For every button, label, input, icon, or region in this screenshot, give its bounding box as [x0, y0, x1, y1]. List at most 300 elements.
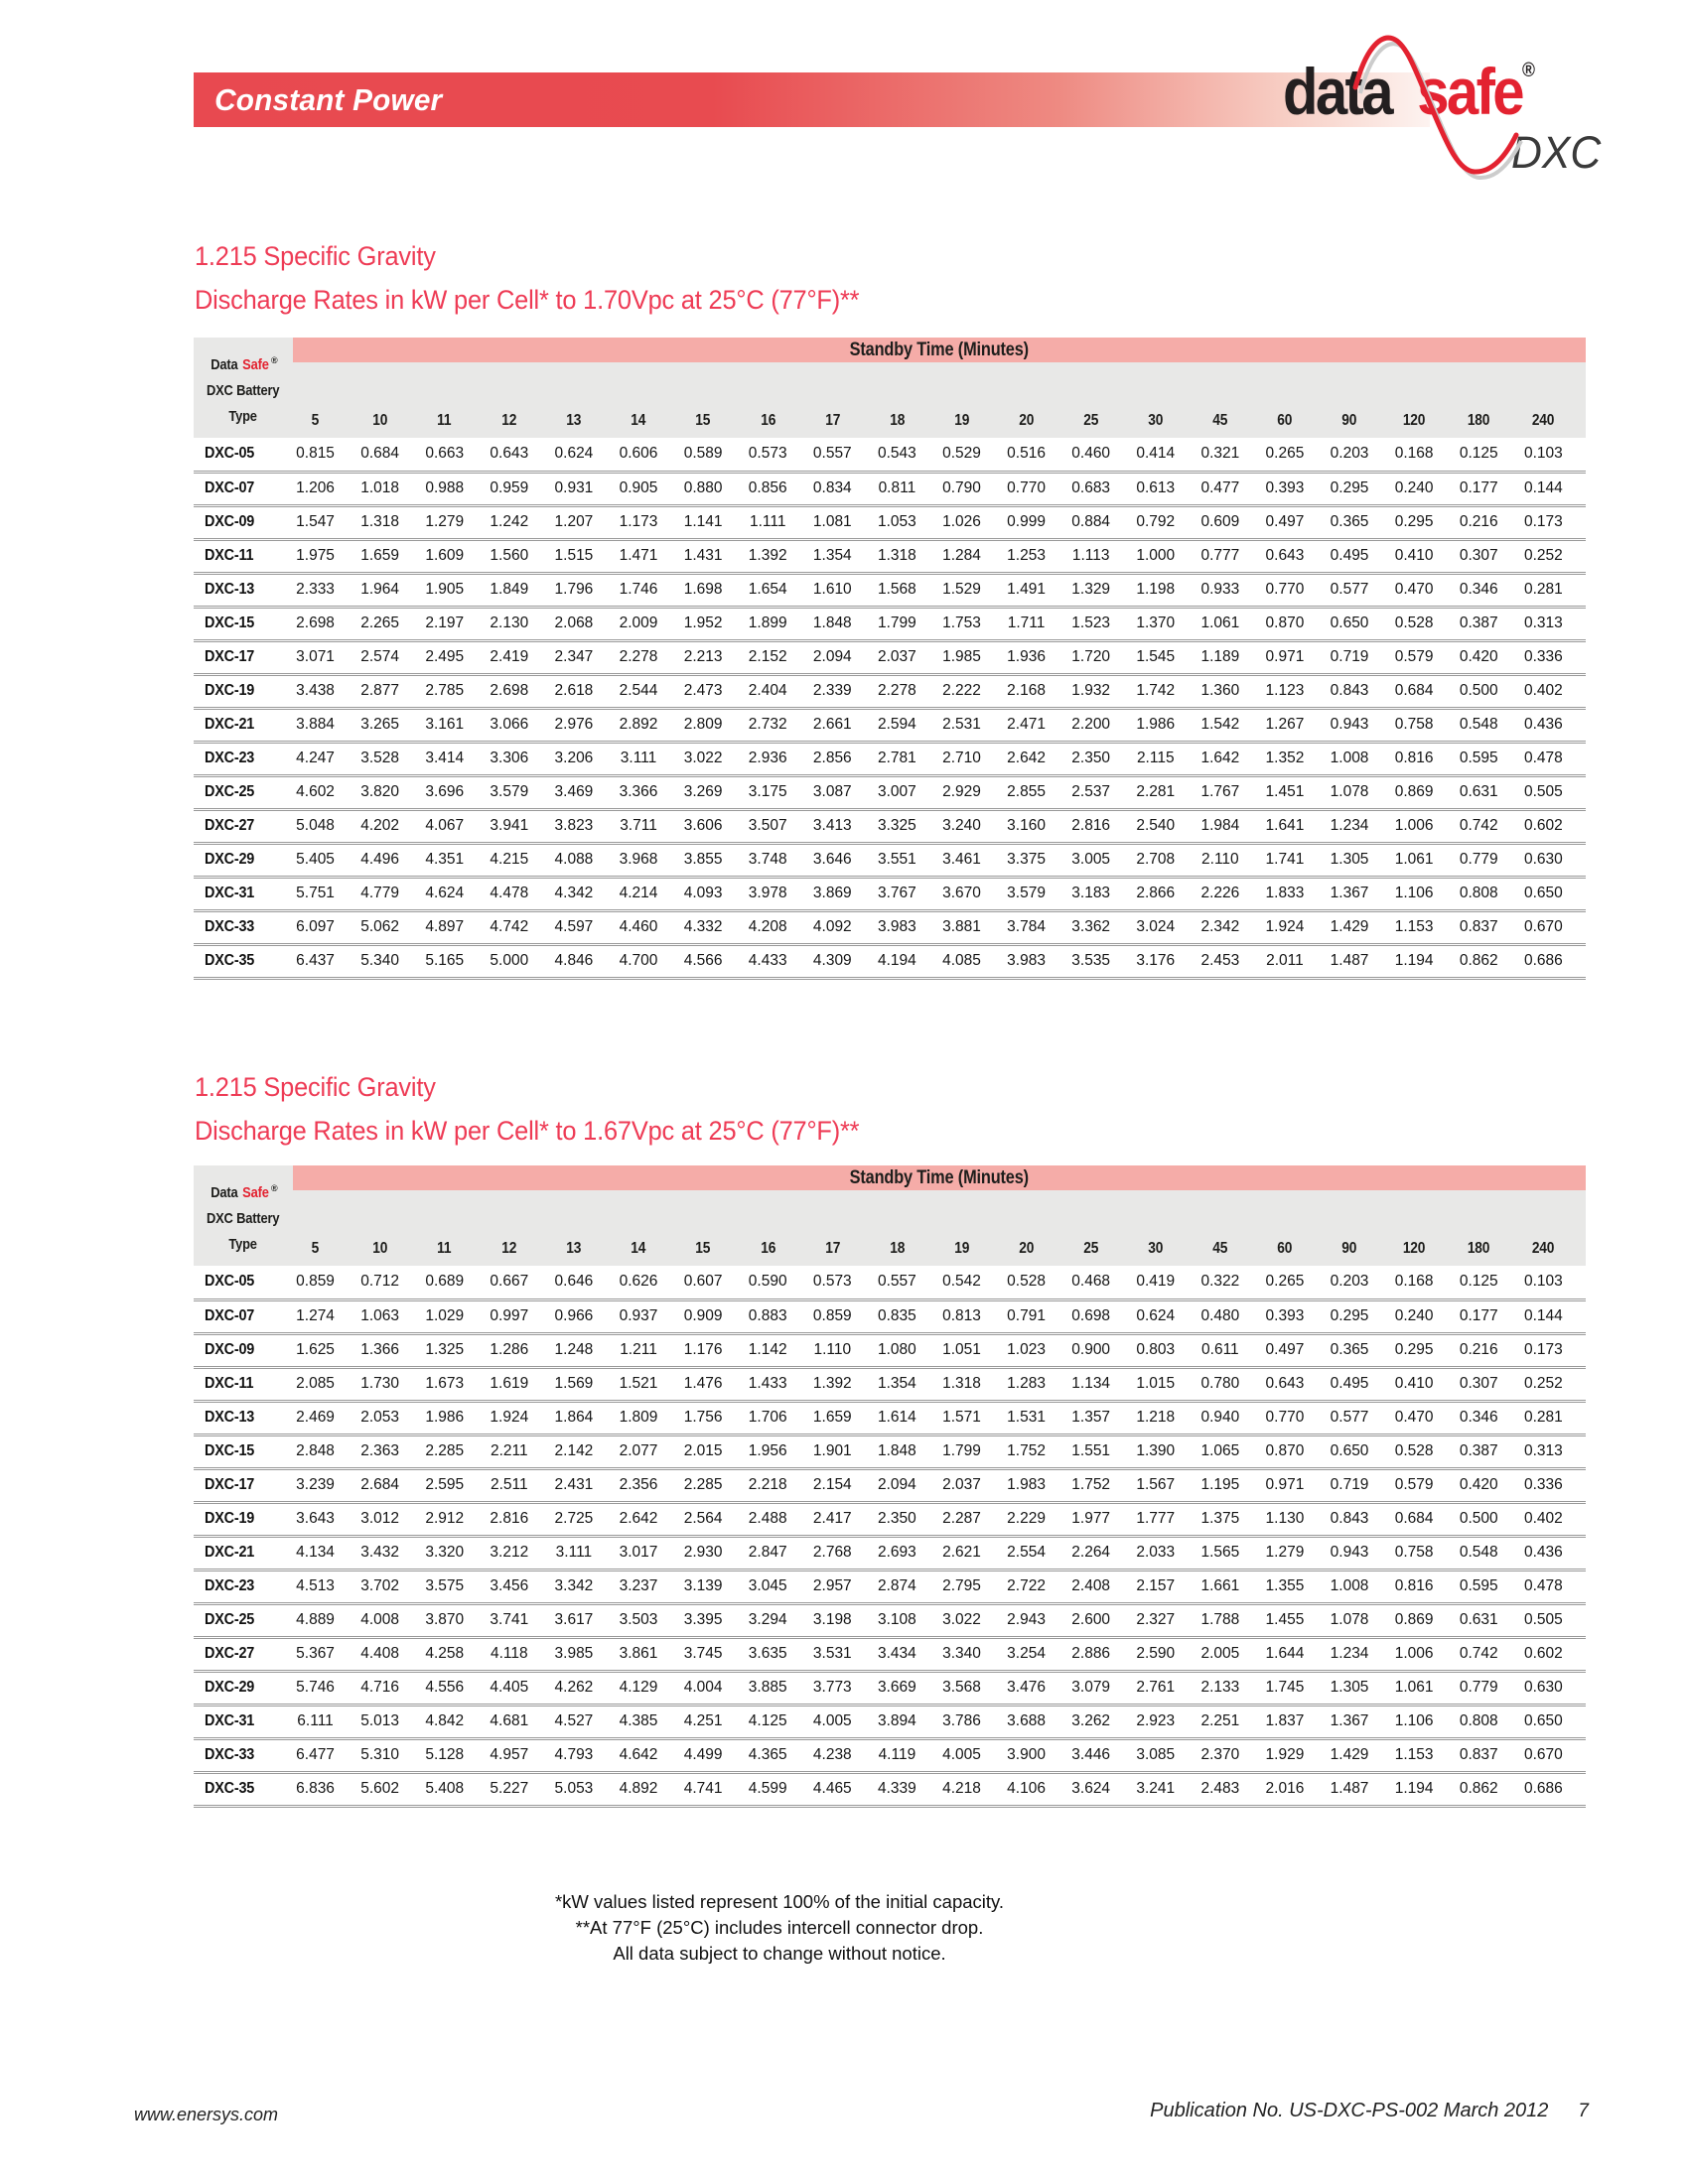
kw-value-cell: 2.684 — [357, 1468, 422, 1502]
kw-value-cell: 1.274 — [293, 1299, 357, 1333]
kw-value-cell: 2.226 — [1197, 877, 1262, 910]
kw-value-cell: 0.779 — [1457, 843, 1521, 877]
minutes-column-header: 20 — [1004, 1190, 1068, 1266]
kw-value-cell: 1.234 — [1328, 809, 1392, 843]
table-row — [194, 1603, 1586, 1637]
kw-value-cell: 3.869 — [810, 877, 875, 910]
kw-value-cell: 0.862 — [1457, 944, 1521, 978]
kw-value-cell: 1.429 — [1328, 910, 1392, 944]
kw-value-cell: 3.786 — [939, 1705, 1004, 1738]
minutes-column-header: 12 — [487, 362, 551, 438]
kw-value-cell: 0.387 — [1457, 607, 1521, 640]
kw-value-cell: 1.325 — [422, 1333, 487, 1367]
kw-value-cell: 2.725 — [551, 1502, 616, 1536]
kw-value-cell: 0.460 — [1068, 438, 1133, 472]
kw-value-cell: 1.752 — [1068, 1468, 1133, 1502]
kw-value-cell: 4.194 — [875, 944, 939, 978]
kw-value-cell: 2.278 — [875, 674, 939, 708]
kw-value-cell: 0.780 — [1197, 1367, 1262, 1401]
battery-type-cell: DXC-21 — [194, 1536, 293, 1570]
kw-value-cell: 0.815 — [293, 438, 357, 472]
kw-value-cell: 2.722 — [1004, 1570, 1068, 1603]
kw-value-cell: 0.321 — [1197, 438, 1262, 472]
battery-type-cell: DXC-11 — [194, 1367, 293, 1401]
kw-value-cell: 4.085 — [939, 944, 1004, 978]
kw-value-cell: 1.932 — [1068, 674, 1133, 708]
kw-value-cell: 2.816 — [1068, 809, 1133, 843]
table-row — [194, 1570, 1586, 1603]
kw-value-cell: 2.661 — [810, 708, 875, 742]
kw-value-cell: 2.333 — [293, 573, 357, 607]
kw-value-cell: 0.883 — [746, 1299, 810, 1333]
kw-value-cell: 4.215 — [487, 843, 551, 877]
kw-value-cell: 1.080 — [875, 1333, 939, 1367]
kw-value-cell: 1.392 — [810, 1367, 875, 1401]
kw-value-cell: 2.417 — [810, 1502, 875, 1536]
kw-value-cell: 3.269 — [681, 775, 746, 809]
kw-value-cell: 3.870 — [422, 1603, 487, 1637]
kw-value-cell: 2.077 — [616, 1434, 680, 1468]
standby-band-row — [194, 1165, 1586, 1190]
kw-value-cell: 1.542 — [1197, 708, 1262, 742]
kw-value-cell: 0.216 — [1457, 1333, 1521, 1367]
kw-value-cell: 0.295 — [1328, 1299, 1392, 1333]
kw-value-cell: 1.352 — [1262, 742, 1327, 775]
footnote-line: **At 77°F (25°C) includes intercell connector drop. — [575, 1917, 984, 1938]
kw-value-cell: 0.168 — [1392, 1266, 1457, 1299]
kw-value-cell: 0.862 — [1457, 1772, 1521, 1806]
kw-value-cell: 1.153 — [1392, 910, 1457, 944]
kw-value-cell: 2.856 — [810, 742, 875, 775]
kw-value-cell: 0.528 — [1392, 607, 1457, 640]
kw-value-cell: 3.696 — [422, 775, 487, 809]
header-bar — [194, 72, 1430, 127]
table-row — [194, 1401, 1586, 1434]
kw-value-cell: 3.237 — [616, 1570, 680, 1603]
kw-value-cell: 1.568 — [875, 573, 939, 607]
kw-value-cell: 2.795 — [939, 1570, 1004, 1603]
kw-value-cell: 1.305 — [1328, 843, 1392, 877]
kw-value-cell: 0.816 — [1392, 1570, 1457, 1603]
minutes-column-header: 15 — [681, 362, 746, 438]
kw-value-cell: 2.930 — [681, 1536, 746, 1570]
kw-value-cell: 3.861 — [616, 1637, 680, 1671]
standby-time-band — [293, 1165, 1586, 1190]
battery-type-cell: DXC-33 — [194, 910, 293, 944]
kw-value-cell: 0.900 — [1068, 1333, 1133, 1367]
kw-value-cell: 3.012 — [357, 1502, 422, 1536]
minutes-column-header: 15 — [681, 1190, 746, 1266]
kw-value-cell: 2.005 — [1197, 1637, 1262, 1671]
kw-value-cell: 1.253 — [1004, 539, 1068, 573]
kw-value-cell: 1.061 — [1392, 843, 1457, 877]
kw-value-cell: 3.434 — [875, 1637, 939, 1671]
kw-value-cell: 3.066 — [487, 708, 551, 742]
kw-value-cell: 4.365 — [746, 1738, 810, 1772]
kw-value-cell: 0.313 — [1521, 1434, 1586, 1468]
kw-value-cell: 2.408 — [1068, 1570, 1133, 1603]
kw-value-cell: 0.125 — [1457, 438, 1521, 472]
kw-value-cell: 0.859 — [293, 1266, 357, 1299]
kw-value-cell: 1.986 — [1133, 708, 1197, 742]
kw-value-cell: 3.240 — [939, 809, 1004, 843]
kw-value-cell: 0.999 — [1004, 505, 1068, 539]
kw-value-cell: 0.307 — [1457, 1367, 1521, 1401]
kw-value-cell: 0.402 — [1521, 674, 1586, 708]
kw-value-cell: 1.864 — [551, 1401, 616, 1434]
kw-value-cell: 1.429 — [1328, 1738, 1392, 1772]
kw-value-cell: 1.026 — [939, 505, 1004, 539]
kw-value-cell: 0.595 — [1457, 1570, 1521, 1603]
kw-value-cell: 0.478 — [1521, 1570, 1586, 1603]
minutes-column-header: 45 — [1197, 362, 1262, 438]
table-row — [194, 775, 1586, 809]
kw-value-cell: 2.544 — [616, 674, 680, 708]
kw-value-cell: 0.808 — [1457, 1705, 1521, 1738]
kw-value-cell: 3.528 — [357, 742, 422, 775]
kw-value-cell: 4.513 — [293, 1570, 357, 1603]
kw-value-cell: 1.242 — [487, 505, 551, 539]
kw-value-cell: 1.370 — [1133, 607, 1197, 640]
table-row — [194, 1299, 1586, 1333]
kw-value-cell: 3.531 — [810, 1637, 875, 1671]
kw-value-cell: 3.022 — [939, 1603, 1004, 1637]
kw-value-cell: 0.966 — [551, 1299, 616, 1333]
kw-value-cell: 3.535 — [1068, 944, 1133, 978]
kw-value-cell: 1.698 — [681, 573, 746, 607]
kw-value-cell: 1.746 — [616, 573, 680, 607]
kw-value-cell: 0.125 — [1457, 1266, 1521, 1299]
kw-value-cell: 2.469 — [293, 1401, 357, 1434]
kw-value-cell: 2.200 — [1068, 708, 1133, 742]
kw-value-cell: 3.438 — [293, 674, 357, 708]
minutes-column-header: 20 — [1004, 362, 1068, 438]
kw-value-cell: 2.816 — [487, 1502, 551, 1536]
table-row — [194, 1266, 1586, 1299]
kw-value-cell: 0.650 — [1521, 877, 1586, 910]
kw-value-cell: 0.500 — [1457, 674, 1521, 708]
website-link[interactable]: www.enersys.com — [134, 2105, 279, 2124]
kw-value-cell: 4.106 — [1004, 1772, 1068, 1806]
kw-value-cell: 1.189 — [1197, 640, 1262, 674]
kw-value-cell: 0.216 — [1457, 505, 1521, 539]
kw-value-cell: 0.943 — [1328, 1536, 1392, 1570]
kw-value-cell: 3.855 — [681, 843, 746, 877]
kw-value-cell: 2.218 — [746, 1468, 810, 1502]
kw-value-cell: 4.846 — [551, 944, 616, 978]
type-label: Type — [228, 408, 258, 425]
kw-value-cell: 1.654 — [746, 573, 810, 607]
kw-value-cell: 1.659 — [357, 539, 422, 573]
kw-value-cell: 0.770 — [1004, 472, 1068, 505]
kw-value-cell: 0.579 — [1392, 640, 1457, 674]
kw-value-cell: 0.470 — [1392, 573, 1457, 607]
kw-value-cell: 6.477 — [293, 1738, 357, 1772]
kw-value-cell: 1.983 — [1004, 1468, 1068, 1502]
table-row — [194, 640, 1586, 674]
kw-value-cell: 2.892 — [616, 708, 680, 742]
kw-value-cell: 0.624 — [551, 438, 616, 472]
kw-value-cell: 4.134 — [293, 1536, 357, 1570]
kw-value-cell: 2.110 — [1197, 843, 1262, 877]
kw-value-cell: 2.265 — [357, 607, 422, 640]
kw-value-cell: 0.856 — [746, 472, 810, 505]
kw-value-cell: 4.092 — [810, 910, 875, 944]
kw-value-cell: 3.395 — [681, 1603, 746, 1637]
kw-value-cell: 0.837 — [1457, 910, 1521, 944]
kw-value-cell: 3.669 — [875, 1671, 939, 1705]
battery-type-cell: DXC-35 — [194, 944, 293, 978]
kw-value-cell: 2.781 — [875, 742, 939, 775]
kw-value-cell: 4.602 — [293, 775, 357, 809]
kw-value-cell: 2.278 — [616, 640, 680, 674]
kw-value-cell: 0.667 — [487, 1266, 551, 1299]
kw-value-cell: 2.866 — [1133, 877, 1197, 910]
kw-value-cell: 0.240 — [1392, 472, 1457, 505]
brand-black: Data — [211, 356, 238, 373]
minutes-column-header: 17 — [810, 1190, 875, 1266]
kw-value-cell: 0.646 — [551, 1266, 616, 1299]
kw-value-cell: 0.144 — [1521, 472, 1586, 505]
kw-value-cell: 1.081 — [810, 505, 875, 539]
kw-value-cell: 0.803 — [1133, 1333, 1197, 1367]
kw-value-cell: 5.062 — [357, 910, 422, 944]
kw-value-cell: 4.309 — [810, 944, 875, 978]
kw-value-cell: 0.573 — [746, 438, 810, 472]
kw-value-cell: 2.037 — [939, 1468, 1004, 1502]
kw-value-cell: 4.339 — [875, 1772, 939, 1806]
kw-value-cell: 0.173 — [1521, 505, 1586, 539]
kw-value-cell: 0.613 — [1133, 472, 1197, 505]
kw-value-cell: 1.625 — [293, 1333, 357, 1367]
kw-value-cell: 0.719 — [1328, 1468, 1392, 1502]
kw-value-cell: 0.281 — [1521, 573, 1586, 607]
kw-value-cell: 1.619 — [487, 1367, 551, 1401]
kw-value-cell: 3.985 — [551, 1637, 616, 1671]
kw-value-cell: 0.590 — [746, 1266, 810, 1299]
minutes-column-header: 25 — [1068, 1190, 1133, 1266]
kw-value-cell: 0.505 — [1521, 775, 1586, 809]
kw-value-cell: 0.103 — [1521, 1266, 1586, 1299]
table-row — [194, 910, 1586, 944]
battery-type-cell: DXC-25 — [194, 775, 293, 809]
kw-value-cell: 4.332 — [681, 910, 746, 944]
kw-value-cell: 2.710 — [939, 742, 1004, 775]
kw-value-cell: 6.836 — [293, 1772, 357, 1806]
kw-value-cell: 1.905 — [422, 573, 487, 607]
kw-value-cell: 3.968 — [616, 843, 680, 877]
kw-value-cell: 1.355 — [1262, 1570, 1327, 1603]
kw-value-cell: 1.390 — [1133, 1434, 1197, 1468]
kw-value-cell: 1.956 — [746, 1434, 810, 1468]
kw-value-cell: 3.900 — [1004, 1738, 1068, 1772]
kw-value-cell: 2.404 — [746, 674, 810, 708]
kw-value-cell: 2.708 — [1133, 843, 1197, 877]
minutes-column-header: 11 — [422, 1190, 487, 1266]
table-row — [194, 843, 1586, 877]
kw-value-cell: 0.346 — [1457, 573, 1521, 607]
kw-value-cell: 1.366 — [357, 1333, 422, 1367]
kw-value-cell: 5.367 — [293, 1637, 357, 1671]
kw-value-cell: 4.247 — [293, 742, 357, 775]
kw-value-cell: 0.808 — [1457, 877, 1521, 910]
kw-value-cell: 1.023 — [1004, 1333, 1068, 1367]
kw-value-cell: 2.133 — [1197, 1671, 1262, 1705]
kw-value-cell: 2.115 — [1133, 742, 1197, 775]
kw-value-cell: 5.000 — [487, 944, 551, 978]
kw-value-cell: 1.113 — [1068, 539, 1133, 573]
kw-value-cell: 0.835 — [875, 1299, 939, 1333]
kw-value-cell: 0.436 — [1521, 1536, 1586, 1570]
kw-value-cell: 1.476 — [681, 1367, 746, 1401]
kw-value-cell: 0.884 — [1068, 505, 1133, 539]
kw-value-cell: 5.128 — [422, 1738, 487, 1772]
kw-value-cell: 0.684 — [1392, 1502, 1457, 1536]
kw-value-cell: 3.646 — [810, 843, 875, 877]
table-row — [194, 877, 1586, 910]
kw-value-cell: 1.753 — [939, 607, 1004, 640]
minutes-column-header: 180 — [1457, 1190, 1521, 1266]
kw-value-cell: 3.748 — [746, 843, 810, 877]
table-row — [194, 1738, 1586, 1772]
kw-value-cell: 2.011 — [1262, 944, 1327, 978]
battery-type-cell: DXC-31 — [194, 877, 293, 910]
kw-value-cell: 2.363 — [357, 1434, 422, 1468]
kw-value-cell: 5.310 — [357, 1738, 422, 1772]
table-row — [194, 1671, 1586, 1705]
battery-type-cell: DXC-09 — [194, 1333, 293, 1367]
table-row — [194, 708, 1586, 742]
logo-word-safe: safe — [1417, 55, 1522, 128]
battery-type-cell: DXC-27 — [194, 1637, 293, 1671]
kw-value-cell: 0.816 — [1392, 742, 1457, 775]
kw-value-cell: 0.346 — [1457, 1401, 1521, 1434]
kw-value-cell: 3.894 — [875, 1705, 939, 1738]
kw-value-cell: 4.214 — [616, 877, 680, 910]
kw-value-cell: 0.589 — [681, 438, 746, 472]
kw-value-cell: 1.248 — [551, 1333, 616, 1367]
kw-value-cell: 4.496 — [357, 843, 422, 877]
kw-value-cell: 1.111 — [746, 505, 810, 539]
kw-value-cell: 3.085 — [1133, 1738, 1197, 1772]
kw-value-cell: 1.451 — [1262, 775, 1327, 809]
battery-type-cell: DXC-05 — [194, 438, 293, 472]
kw-value-cell: 0.393 — [1262, 472, 1327, 505]
kw-value-cell: 0.336 — [1521, 640, 1586, 674]
kw-value-cell: 1.063 — [357, 1299, 422, 1333]
kw-value-cell: 4.262 — [551, 1671, 616, 1705]
kw-value-cell: 3.414 — [422, 742, 487, 775]
kw-value-cell: 0.650 — [1328, 1434, 1392, 1468]
minutes-column-header: 13 — [551, 1190, 616, 1266]
kw-value-cell: 0.295 — [1328, 472, 1392, 505]
kw-value-cell: 1.975 — [293, 539, 357, 573]
battery-type-cell: DXC-15 — [194, 1434, 293, 1468]
kw-value-cell: 2.855 — [1004, 775, 1068, 809]
kw-value-cell: 0.670 — [1521, 1738, 1586, 1772]
kw-value-cell: 0.500 — [1457, 1502, 1521, 1536]
kw-value-cell: 1.142 — [746, 1333, 810, 1367]
kw-value-cell: 1.659 — [810, 1401, 875, 1434]
kw-value-cell: 1.194 — [1392, 944, 1457, 978]
kw-value-cell: 0.940 — [1197, 1401, 1262, 1434]
kw-value-cell: 3.111 — [616, 742, 680, 775]
kw-value-cell: 3.551 — [875, 843, 939, 877]
kw-value-cell: 0.943 — [1328, 708, 1392, 742]
kw-value-cell: 0.742 — [1457, 1637, 1521, 1671]
kw-value-cell: 3.702 — [357, 1570, 422, 1603]
kw-value-cell: 2.495 — [422, 640, 487, 674]
kw-value-cell: 2.347 — [551, 640, 616, 674]
kw-value-cell: 0.742 — [1457, 809, 1521, 843]
minutes-column-header: 30 — [1133, 362, 1197, 438]
kw-value-cell: 1.061 — [1197, 607, 1262, 640]
minutes-column-header: 30 — [1133, 1190, 1197, 1266]
kw-value-cell: 3.320 — [422, 1536, 487, 1570]
kw-value-cell: 0.103 — [1521, 438, 1586, 472]
battery-type-cell: DXC-23 — [194, 742, 293, 775]
kw-value-cell: 3.294 — [746, 1603, 810, 1637]
kw-value-cell: 1.053 — [875, 505, 939, 539]
minutes-header-row — [194, 362, 1586, 438]
minutes-column-header: 10 — [357, 1190, 422, 1266]
kw-value-cell: 2.356 — [616, 1468, 680, 1502]
kw-value-cell: 1.569 — [551, 1367, 616, 1401]
kw-value-cell: 5.405 — [293, 843, 357, 877]
minutes-column-header: 240 — [1521, 362, 1586, 438]
kw-value-cell: 0.684 — [1392, 674, 1457, 708]
kw-value-cell: 0.686 — [1521, 944, 1586, 978]
brand-red: Safe — [242, 356, 269, 373]
kw-value-cell: 2.618 — [551, 674, 616, 708]
minutes-column-header: 45 — [1197, 1190, 1262, 1266]
kw-value-cell: 0.414 — [1133, 438, 1197, 472]
kw-value-cell: 3.160 — [1004, 809, 1068, 843]
type-label: Type — [228, 1236, 258, 1253]
kw-value-cell: 1.837 — [1262, 1705, 1327, 1738]
kw-value-cell: 2.229 — [1004, 1502, 1068, 1536]
kw-value-cell: 4.208 — [746, 910, 810, 944]
kw-value-cell: 1.198 — [1133, 573, 1197, 607]
kw-value-cell: 3.045 — [746, 1570, 810, 1603]
kw-value-cell: 3.087 — [810, 775, 875, 809]
kw-value-cell: 2.732 — [746, 708, 810, 742]
kw-value-cell: 0.602 — [1521, 809, 1586, 843]
kw-value-cell: 1.367 — [1328, 1705, 1392, 1738]
kw-value-cell: 1.796 — [551, 573, 616, 607]
kw-value-cell: 4.118 — [487, 1637, 551, 1671]
kw-value-cell: 3.941 — [487, 809, 551, 843]
standby-band-row — [194, 338, 1586, 362]
footnote-line: All data subject to change without notice. — [613, 1943, 946, 1964]
kw-value-cell: 2.015 — [681, 1434, 746, 1468]
kw-value-cell: 1.123 — [1262, 674, 1327, 708]
kw-value-cell: 4.478 — [487, 877, 551, 910]
brand-black: Data — [211, 1184, 238, 1201]
kw-value-cell: 0.611 — [1197, 1333, 1262, 1367]
kw-value-cell: 0.579 — [1392, 1468, 1457, 1502]
table-header — [194, 338, 1586, 438]
brand-label — [194, 347, 293, 378]
table-row — [194, 1705, 1586, 1738]
publication-number: Publication No. US-DXC-PS-002 March 2012 — [1150, 2100, 1549, 2121]
kw-value-cell: 2.431 — [551, 1468, 616, 1502]
kw-value-cell: 1.008 — [1328, 742, 1392, 775]
table-row — [194, 573, 1586, 607]
kw-value-cell: 2.285 — [681, 1468, 746, 1502]
kw-value-cell: 2.540 — [1133, 809, 1197, 843]
kw-value-cell: 3.579 — [1004, 877, 1068, 910]
